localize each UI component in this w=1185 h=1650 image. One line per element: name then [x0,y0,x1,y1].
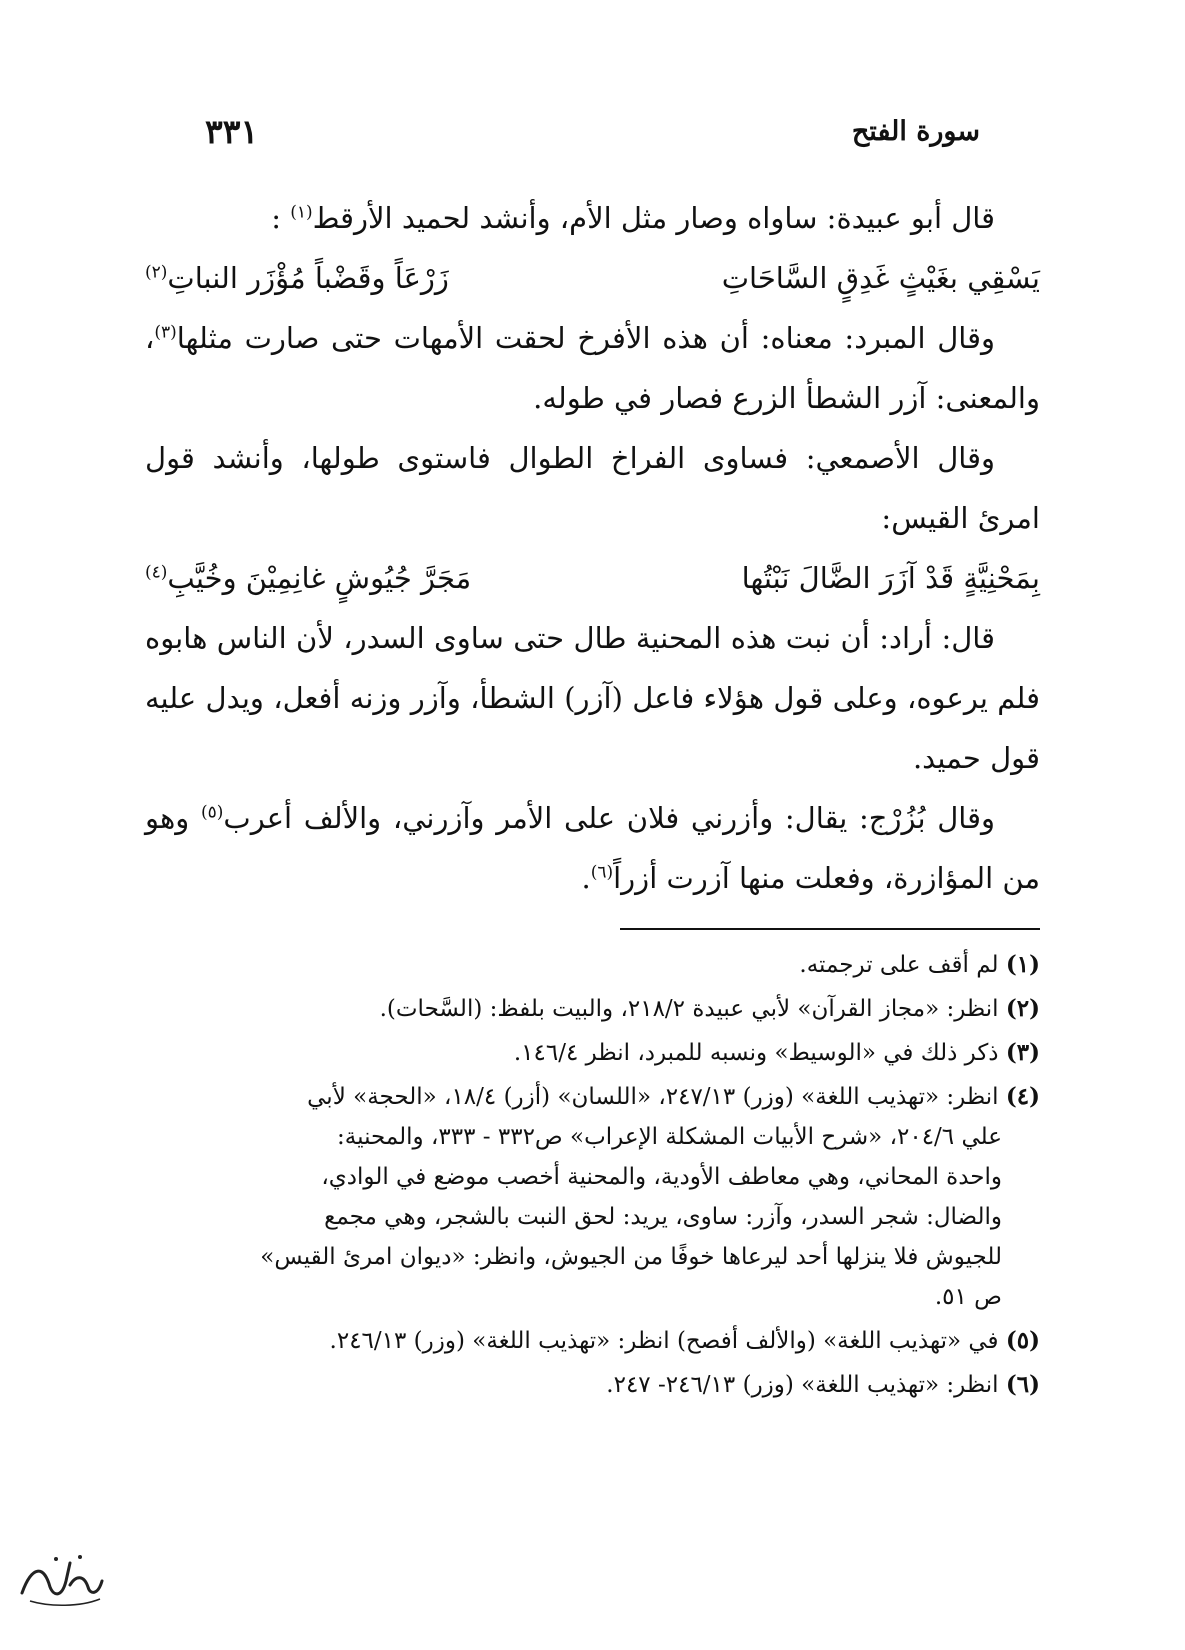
footnote-ref: (٤) [145,562,168,583]
paragraph-text: وهو من المؤازرة، وفعلت منها آزرت أزراً [145,801,1040,895]
footnote-ref: (٦) [590,862,614,883]
footnote-number: (٢) [1005,995,1040,1022]
poetry-verse-humayd [145,248,1040,308]
footnote-text: انظر: «تهذيب اللغة» (وزر) ٢٤٦/١٣- ٢٤٧. [606,1372,999,1398]
footnote-number: (٤) [1005,1083,1040,1110]
footnote-4-line-6: ص ٥١. [934,1284,1002,1310]
main-text [145,188,1040,908]
footnote-4-line-3: واحدة المحاني، وهي معاطف الأودية، والمحنية أخصب موضع في الوادي، [321,1164,1002,1190]
page-number: ٣٣١ [205,112,259,151]
paragraph-text: قال أبو عبيدة: ساواه وصار مثل الأم، وأنشد لحميد الأرقط [312,201,995,235]
footnote-ref: (٥) [200,802,224,823]
running-header [205,112,980,160]
footnote-text: انظر: «مجاز القرآن» لأبي عبيدة ٢١٨/٢، والبيت بلفظ: (السَّحات). [379,996,999,1022]
hemistich-text: زَرْعَاً وقَضْباً مُؤْزَر النباتِ [167,261,449,295]
footnote-text: ذكر ذلك في «الوسيط» ونسبه للمبرد، انظر ١٤٦/٤. [513,1040,999,1066]
poetry-verse-imru-al-qays [145,548,1040,608]
footnote-number: (٥) [1005,1327,1040,1354]
footnote-text: في «تهذيب اللغة» (والألف أفصح) انظر: «تهذيب اللغة» (وزر) ٢٤٦/١٣. [329,1328,999,1354]
footnote-ref: (٢) [145,262,168,283]
paragraph-asmai: وقال الأصمعي: فساوى الفراخ الطوال فاستوى طولها، وأنشد قول امرئ القيس: [145,441,1040,535]
punctuation: : [271,201,281,235]
footnote-1 [145,945,1040,985]
verse-first-hemistich: يَسْقِي بغَيْثٍ غَدِقٍ السَّاحَاتِ [721,261,1040,295]
footnote-2 [145,989,1040,1029]
footnote-4 [145,1077,1040,1117]
footnote-text: انظر: «تهذيب اللغة» (وزر) ٢٤٧/١٣، «اللسان» (أزر) ١٨/٤، «الحجة» لأبي [307,1084,999,1110]
footnote-4-line-4: والضال: شجر السدر، وآزر: ساوى، يريد: لحق النبت بالشجر، وهي مجمع [324,1204,1002,1230]
paragraph-text: وقال بُزُرْج: يقال: وأزرني فلان على الأمر وآزرني، والألف أعرب [223,801,996,835]
verse-first-hemistich: بِمَحْنِيَّةٍ قَدْ آزَرَ الضَّالَ نَبْتُها [741,561,1040,595]
paragraph-text: وقال المبرد: معناه: أن هذه الأفرخ لحقت الأمهات حتى صارت مثلها [176,321,995,355]
footnote-ref: (٣) [154,322,177,343]
footnote-ref: (١) [290,202,313,223]
footnote-number: (٣) [1005,1039,1040,1066]
paragraph-buzurj [145,788,1040,908]
publisher-logo [10,1535,110,1615]
footnote-text: لم أقف على ترجمته. [799,952,999,978]
verse-second-hemistich [145,548,471,608]
punctuation: . [581,861,591,895]
verse-second-hemistich [145,248,449,308]
footnote-number: (٦) [1005,1371,1040,1398]
footnote-number: (١) [1005,951,1040,978]
paragraph-explanation: قال: أراد: أن نبت هذه المحنية طال حتى ساوى السدر، لأن الناس هابوه فلم يرعوه، وعلى قول هؤلاء فاعل (آزر) الشطأ، وآزر وزنه أفعل، ويدل عليه قول حميد. [145,621,1040,775]
paragraph-text: ، والمعنى: آزر الشطأ الزرع فصار في طوله. [145,321,1040,415]
hemistich-text: مَجَرَّ جُيُوشٍ غانِمِيْنَ وخُيَّبِ [167,561,472,595]
footnote-5 [145,1321,1040,1361]
footnote-4-line-2: علي ٢٠٤/٦، «شرح الأبيات المشكلة الإعراب» ص٣٣٢ - ٣٣٣، والمحنية: [337,1124,1002,1150]
footnote-3 [145,1033,1040,1073]
paragraph-mubarrad [145,308,1040,428]
surah-title: سورة الفتح [851,116,980,147]
footnotes [145,945,1040,1405]
footnote-4-line-5: للجيوش فلا ينزلها أحد ليرعاها خوفًا من الجيوش، وانظر: «ديوان امرئ القيس» [260,1244,1002,1270]
paragraph-abu-ubayda [145,188,1040,248]
footnote-6 [145,1365,1040,1405]
footnote-separator [620,928,1040,930]
